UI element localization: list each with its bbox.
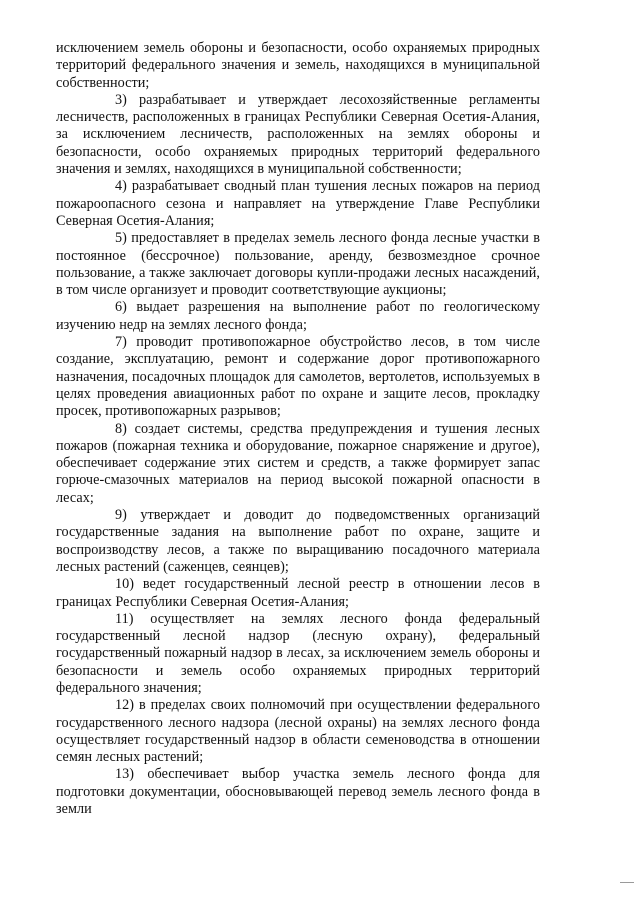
paragraph-item-11: 11) осуществляет на землях лесного фонда федеральный государственный лесной надзор (лесную охрану), федеральный государственный пожарный надзор в лесах, за исключением земель обороны и безопасности и земель особо охраняемых природных территорий федерального значения; xyxy=(56,610,540,696)
paragraph-item-13: 13) обеспечивает выбор участка земель лесного фонда для подготовки документации, обосновывающей перевод земель лесного фонда в земли xyxy=(56,766,540,818)
paragraph-item-5: 5) предоставляет в пределах земель лесного фонда лесные участки в постоянное (бессрочное) пользование, аренду, безвозмездное срочное пользование, а также заключает договоры купли-продажи лесных насаждений, в том числе организует и проводит соответствующие аукционы; xyxy=(56,230,540,299)
paragraph-item-10: 10) ведет государственный лесной реестр в отношении лесов в границах Республики Северная Осетия-Алания; xyxy=(56,576,540,610)
paragraph-item-6: 6) выдает разрешения на выполнение работ по геологическому изучению недр на землях лесного фонда; xyxy=(56,299,540,333)
paragraph-item-7: 7) проводит противопожарное обустройство лесов, в том числе создание, эксплуатацию, ремонт и содержание дорог противопожарного назначения, посадочных площадок для самолетов, вертолетов, используемых в целях проведения авиационных работ по охране и защите лесов, прокладку просек, противопожарных разрывов; xyxy=(56,334,540,420)
paragraph-item-3: 3) разрабатывает и утверждает лесохозяйственные регламенты лесничеств, расположенных в границах Республики Северная Осетия-Алания, за исключением лесничеств, расположенных на землях обороны и безопасности, особо охраняемых природных территорий федерального значения и землях, находящихся в муниципальной собственности; xyxy=(56,91,540,178)
paragraph-item-12: 12) в пределах своих полномочий при осуществлении федерального государственного лесного надзора (лесной охраны) на землях лесного фонда осуществляет государственный надзор в области семеноводства в отношении семян лесных растений; xyxy=(56,697,540,766)
paragraph-continuation: исключением земель обороны и безопасности, особо охраняемых природных территорий федерального значения и земель, находящихся в муниципальной собственности; xyxy=(56,40,540,91)
paragraph-item-9: 9) утверждает и доводит до подведомственных организаций государственные задания на выполнение работ по охране, защите и воспроизводству лесов, а также по выращиванию посадочного материала лесных растений (саженцев, сеянцев); xyxy=(56,507,540,575)
document-body xyxy=(56,40,540,818)
paragraph-item-4: 4) разрабатывает сводный план тушения лесных пожаров на период пожароопасного сезона и направляет на утверждение Главе Республики Северная Осетия-Алания; xyxy=(56,178,540,229)
paragraph-item-8: 8) создает системы, средства предупреждения и тушения лесных пожаров (пожарная техника и оборудование, пожарное снаряжение и другое), обеспечивает содержание этих систем и средств, а также формирует запас горюче-смазочных материалов на период высокой пожарной опасности в лесах; xyxy=(56,420,540,506)
scan-edge-mark xyxy=(620,882,634,883)
